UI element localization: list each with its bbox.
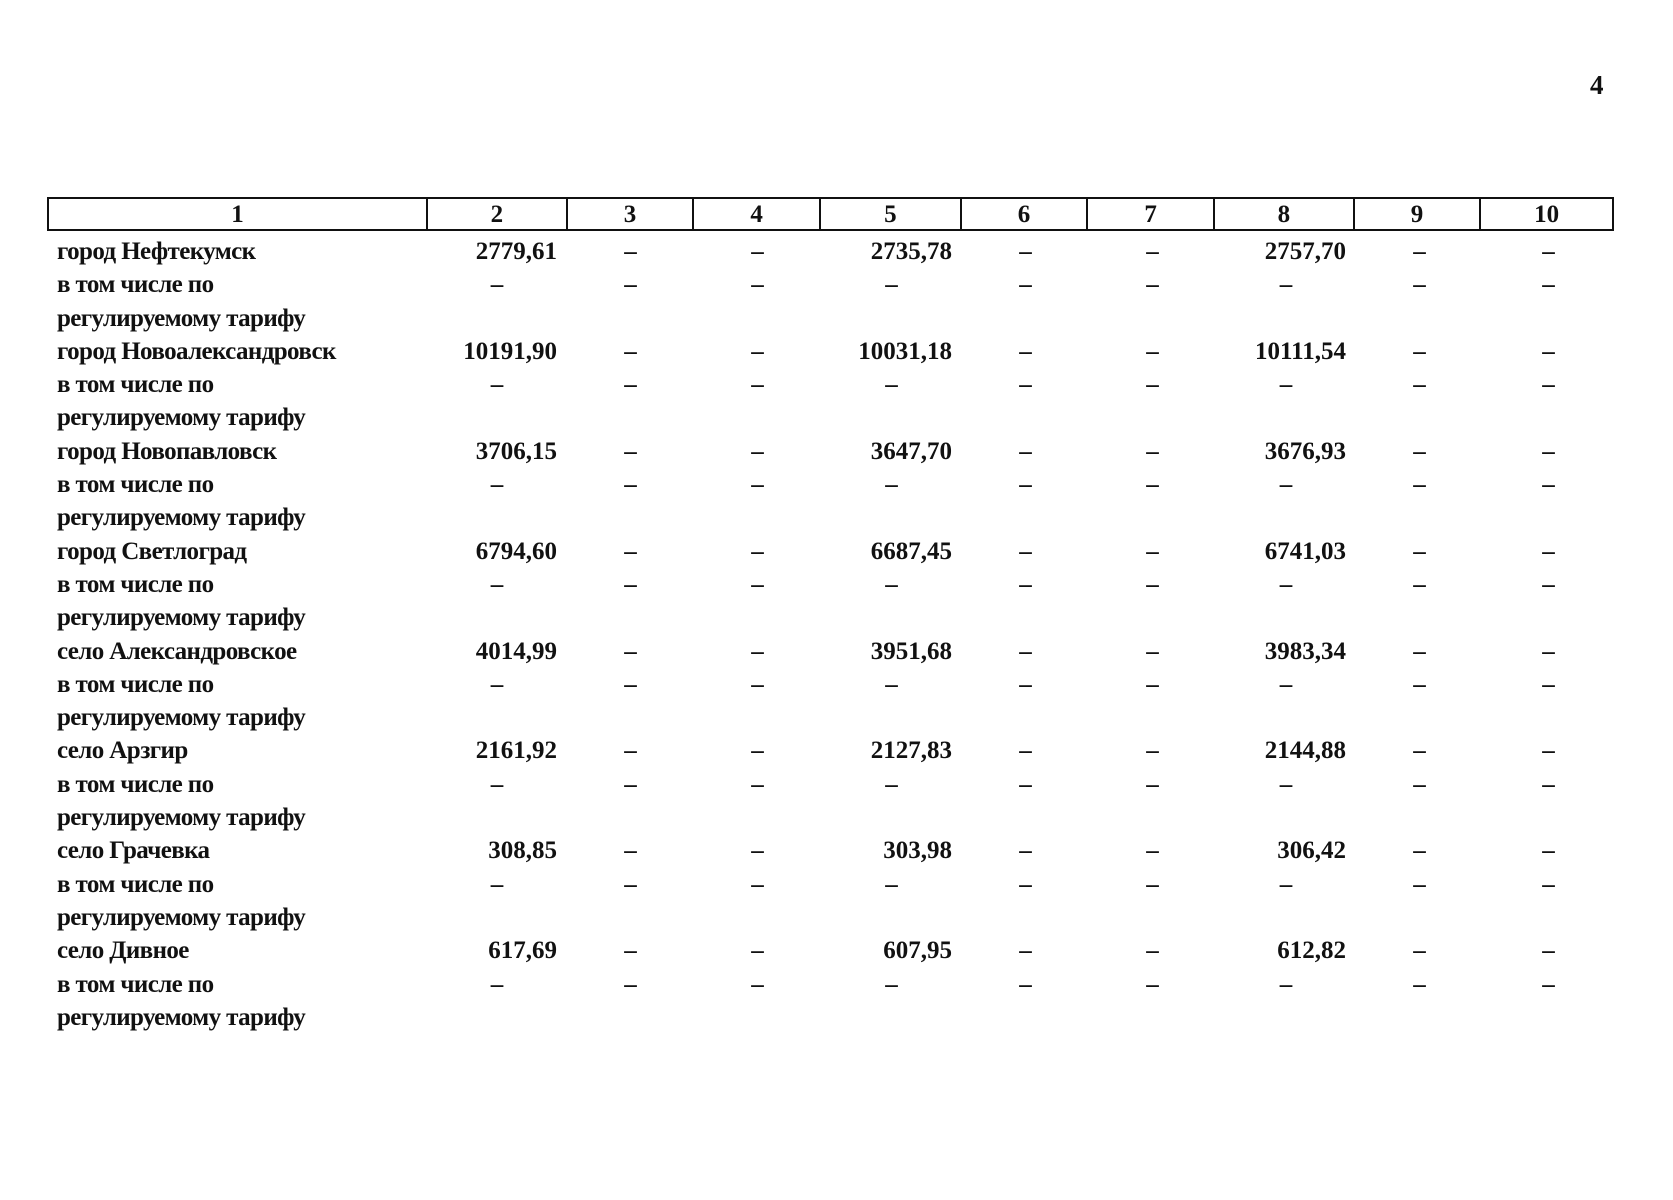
cell-col-7: – <box>1146 471 1159 499</box>
cell-col-3: – <box>624 770 637 798</box>
cell-col-2: 3706,15 <box>475 437 557 465</box>
table-header-row <box>47 197 1614 231</box>
column-header-8: 8 <box>1215 199 1355 229</box>
cell-col-4: – <box>751 471 764 499</box>
cell-col-5: – <box>885 770 898 798</box>
cell-col-2: – <box>490 970 504 998</box>
cell-col-8: – <box>1279 271 1293 299</box>
cell-col-4: – <box>751 737 764 765</box>
column-header-5: 5 <box>821 199 962 229</box>
table-row <box>47 435 1614 468</box>
subrow-label-continuation: регулируемому тарифу <box>57 304 306 332</box>
table-subrow-continuation <box>47 401 1614 434</box>
cell-col-9: – <box>1413 337 1426 365</box>
cell-col-9: – <box>1413 437 1426 465</box>
cell-col-8: – <box>1279 471 1293 499</box>
cell-col-3: – <box>624 337 637 365</box>
cell-col-8: 6741,03 <box>1264 537 1346 565</box>
cell-col-10: – <box>1542 271 1555 299</box>
cell-col-2: – <box>490 770 504 798</box>
column-header-9: 9 <box>1355 199 1482 229</box>
table-subrow <box>47 468 1614 501</box>
cell-col-6: – <box>1019 770 1032 798</box>
cell-col-3: – <box>624 937 637 965</box>
subrow-label: в том числе по <box>57 570 214 598</box>
cell-col-8: – <box>1279 371 1293 399</box>
cell-col-10: – <box>1542 770 1555 798</box>
table-subrow <box>47 668 1614 701</box>
table-row <box>47 734 1614 767</box>
cell-col-5: – <box>885 371 898 399</box>
subrow-label-continuation: регулируемому тарифу <box>57 1003 306 1031</box>
cell-col-5: 6687,45 <box>870 537 952 565</box>
cell-col-8: – <box>1279 670 1293 698</box>
table-row <box>47 335 1614 368</box>
cell-col-4: – <box>751 371 764 399</box>
cell-col-2: 617,69 <box>488 937 557 965</box>
table-row <box>47 834 1614 867</box>
subrow-label: в том числе по <box>57 670 214 698</box>
cell-col-9: – <box>1413 471 1426 499</box>
cell-col-2: – <box>490 371 504 399</box>
cell-col-4: – <box>751 570 764 598</box>
cell-col-6: – <box>1019 937 1032 965</box>
cell-col-10: – <box>1542 670 1555 698</box>
cell-col-3: – <box>624 870 637 898</box>
cell-col-5: – <box>885 271 898 299</box>
cell-col-6: – <box>1019 737 1032 765</box>
cell-col-9: – <box>1413 737 1426 765</box>
cell-col-6: – <box>1019 837 1032 865</box>
cell-col-6: – <box>1019 537 1032 565</box>
cell-col-5: 607,95 <box>883 937 952 965</box>
row-name: город Новоалександровск <box>57 337 336 365</box>
cell-col-2: 2161,92 <box>475 737 557 765</box>
cell-col-7: – <box>1146 837 1159 865</box>
cell-col-7: – <box>1146 937 1159 965</box>
cell-col-8: 2144,88 <box>1264 737 1346 765</box>
cell-col-2: 6794,60 <box>475 537 557 565</box>
column-header-6: 6 <box>962 199 1089 229</box>
cell-col-2: – <box>490 570 504 598</box>
cell-col-4: – <box>751 337 764 365</box>
cell-col-5: 303,98 <box>883 837 952 865</box>
cell-col-2: 10191,90 <box>463 337 557 365</box>
table-subrow <box>47 568 1614 601</box>
table-subrow-continuation <box>47 1001 1614 1034</box>
table-row <box>47 535 1614 568</box>
cell-col-2: – <box>490 870 504 898</box>
cell-col-7: – <box>1146 371 1159 399</box>
cell-col-2: 308,85 <box>488 837 557 865</box>
cell-col-9: – <box>1413 570 1426 598</box>
cell-col-7: – <box>1146 570 1159 598</box>
row-name: село Арзгир <box>57 737 188 765</box>
table-row <box>47 934 1614 967</box>
subrow-label: в том числе по <box>57 970 214 998</box>
table-subrow <box>47 768 1614 801</box>
cell-col-3: – <box>624 970 637 998</box>
cell-col-7: – <box>1146 238 1159 265</box>
cell-col-6: – <box>1019 238 1032 265</box>
subrow-label-continuation: регулируемому тарифу <box>57 404 306 432</box>
cell-col-3: – <box>624 737 637 765</box>
page-number: 4 <box>1590 70 1604 100</box>
cell-col-2: 4014,99 <box>475 637 557 665</box>
cell-col-3: – <box>624 670 637 698</box>
cell-col-8: 3676,93 <box>1264 437 1346 465</box>
cell-col-8: 612,82 <box>1277 937 1346 965</box>
cell-col-6: – <box>1019 471 1032 499</box>
subrow-label: в том числе по <box>57 870 214 898</box>
row-name: село Грачевка <box>57 837 210 865</box>
cell-col-7: – <box>1146 337 1159 365</box>
cell-col-3: – <box>624 637 637 665</box>
cell-col-10: – <box>1542 337 1555 365</box>
cell-col-4: – <box>751 937 764 965</box>
cell-col-9: – <box>1413 371 1426 399</box>
cell-col-9: – <box>1413 271 1426 299</box>
cell-col-9: – <box>1413 870 1426 898</box>
cell-col-7: – <box>1146 670 1159 698</box>
table-subrow-continuation <box>47 801 1614 834</box>
cell-col-6: – <box>1019 371 1032 399</box>
cell-col-4: – <box>751 437 764 465</box>
cell-col-5: 2127,83 <box>870 737 952 765</box>
row-name: село Александровское <box>57 637 297 665</box>
subrow-label: в том числе по <box>57 770 214 798</box>
cell-col-8: 10111,54 <box>1255 337 1346 365</box>
table-subrow-continuation <box>47 302 1614 335</box>
cell-col-9: – <box>1413 837 1426 865</box>
cell-col-10: – <box>1542 537 1555 565</box>
cell-col-6: – <box>1019 870 1032 898</box>
table-subrow <box>47 368 1614 401</box>
table-subrow-continuation <box>47 701 1614 734</box>
cell-col-6: – <box>1019 271 1032 299</box>
cell-col-6: – <box>1019 570 1032 598</box>
cell-col-4: – <box>751 271 764 299</box>
cell-col-8: – <box>1279 770 1293 798</box>
row-name: город Светлоград <box>57 537 247 565</box>
subrow-label-continuation: регулируемому тарифу <box>57 903 306 931</box>
cell-col-7: – <box>1146 637 1159 665</box>
table-subrow <box>47 868 1614 901</box>
cell-col-8: 306,42 <box>1277 837 1346 865</box>
subrow-label: в том числе по <box>57 271 214 299</box>
cell-col-2: – <box>490 670 504 698</box>
cell-col-8: 3983,34 <box>1264 637 1346 665</box>
column-header-1: 1 <box>49 199 428 229</box>
row-name: село Дивное <box>57 937 189 965</box>
subrow-label-continuation: регулируемому тарифу <box>57 604 306 632</box>
cell-col-3: – <box>624 537 637 565</box>
row-name: город Новопавловск <box>57 437 277 465</box>
cell-col-8: – <box>1279 970 1293 998</box>
cell-col-10: – <box>1542 837 1555 865</box>
subrow-label-continuation: регулируемому тарифу <box>57 704 306 732</box>
cell-col-9: – <box>1413 238 1426 265</box>
cell-col-7: – <box>1146 437 1159 465</box>
cell-col-2: 2779,61 <box>475 238 557 265</box>
column-header-3: 3 <box>568 199 695 229</box>
cell-col-10: – <box>1542 437 1555 465</box>
cell-col-10: – <box>1542 870 1555 898</box>
cell-col-10: – <box>1542 371 1555 399</box>
cell-col-5: 10031,18 <box>858 337 952 365</box>
cell-col-10: – <box>1542 471 1555 499</box>
cell-col-9: – <box>1413 537 1426 565</box>
cell-col-5: – <box>885 870 898 898</box>
cell-col-5: 3951,68 <box>870 637 952 665</box>
cell-col-6: – <box>1019 337 1032 365</box>
table-subrow-continuation <box>47 501 1614 534</box>
cell-col-6: – <box>1019 970 1032 998</box>
cell-col-4: – <box>751 238 764 265</box>
column-header-10: 10 <box>1534 201 1560 228</box>
cell-col-3: – <box>624 837 637 865</box>
cell-col-4: – <box>751 837 764 865</box>
cell-col-3: – <box>624 271 637 299</box>
cell-col-5: 3647,70 <box>870 437 952 465</box>
cell-col-9: – <box>1413 937 1426 965</box>
cell-col-7: – <box>1146 870 1159 898</box>
cell-col-2: – <box>490 271 504 299</box>
cell-col-3: – <box>624 570 637 598</box>
cell-col-6: – <box>1019 437 1032 465</box>
cell-col-4: – <box>751 670 764 698</box>
cell-col-5: – <box>885 970 898 998</box>
cell-col-5: 2735,78 <box>870 238 952 265</box>
table-subrow-continuation <box>47 601 1614 634</box>
cell-col-10: – <box>1542 570 1555 598</box>
cell-col-9: – <box>1413 637 1426 665</box>
cell-col-10: – <box>1542 937 1555 965</box>
cell-col-4: – <box>751 637 764 665</box>
cell-col-6: – <box>1019 637 1032 665</box>
cell-col-10: – <box>1542 238 1555 265</box>
row-name: город Нефтекумск <box>57 238 256 265</box>
subrow-label-continuation: регулируемому тарифу <box>57 504 306 532</box>
cell-col-8: – <box>1279 870 1293 898</box>
table-subrow <box>47 268 1614 301</box>
subrow-label: в том числе по <box>57 471 214 499</box>
cell-col-2: – <box>490 471 504 499</box>
subrow-label: в том числе по <box>57 371 214 399</box>
cell-col-3: – <box>624 371 637 399</box>
cell-col-5: – <box>885 471 898 499</box>
cell-col-4: – <box>751 970 764 998</box>
subrow-label-continuation: регулируемому тарифу <box>57 804 306 832</box>
table-body <box>47 235 1614 1034</box>
column-header-4: 4 <box>694 199 821 229</box>
cell-col-10: – <box>1542 637 1555 665</box>
cell-col-6: – <box>1019 670 1032 698</box>
cell-col-9: – <box>1413 670 1426 698</box>
cell-col-4: – <box>751 870 764 898</box>
cell-col-5: – <box>885 670 898 698</box>
table-row <box>47 635 1614 668</box>
cell-col-9: – <box>1413 770 1426 798</box>
cell-col-7: – <box>1146 770 1159 798</box>
cell-col-7: – <box>1146 737 1159 765</box>
cell-col-4: – <box>751 770 764 798</box>
cell-col-9: – <box>1413 970 1426 998</box>
cell-col-7: – <box>1146 970 1159 998</box>
cell-col-10: – <box>1542 737 1555 765</box>
table-row <box>47 235 1614 268</box>
cell-col-8: 2757,70 <box>1264 238 1346 265</box>
cell-col-3: – <box>624 471 637 499</box>
cell-col-7: – <box>1146 271 1159 299</box>
cell-col-8: – <box>1279 570 1293 598</box>
cell-col-4: – <box>751 537 764 565</box>
cell-col-3: – <box>624 437 637 465</box>
table-subrow-continuation <box>47 901 1614 934</box>
cell-col-7: – <box>1146 537 1159 565</box>
column-header-2: 2 <box>428 199 568 229</box>
column-header-7: 7 <box>1088 199 1215 229</box>
table-subrow <box>47 968 1614 1001</box>
cell-col-10: – <box>1542 970 1555 998</box>
cell-col-5: – <box>885 570 898 598</box>
cell-col-3: – <box>624 238 637 265</box>
